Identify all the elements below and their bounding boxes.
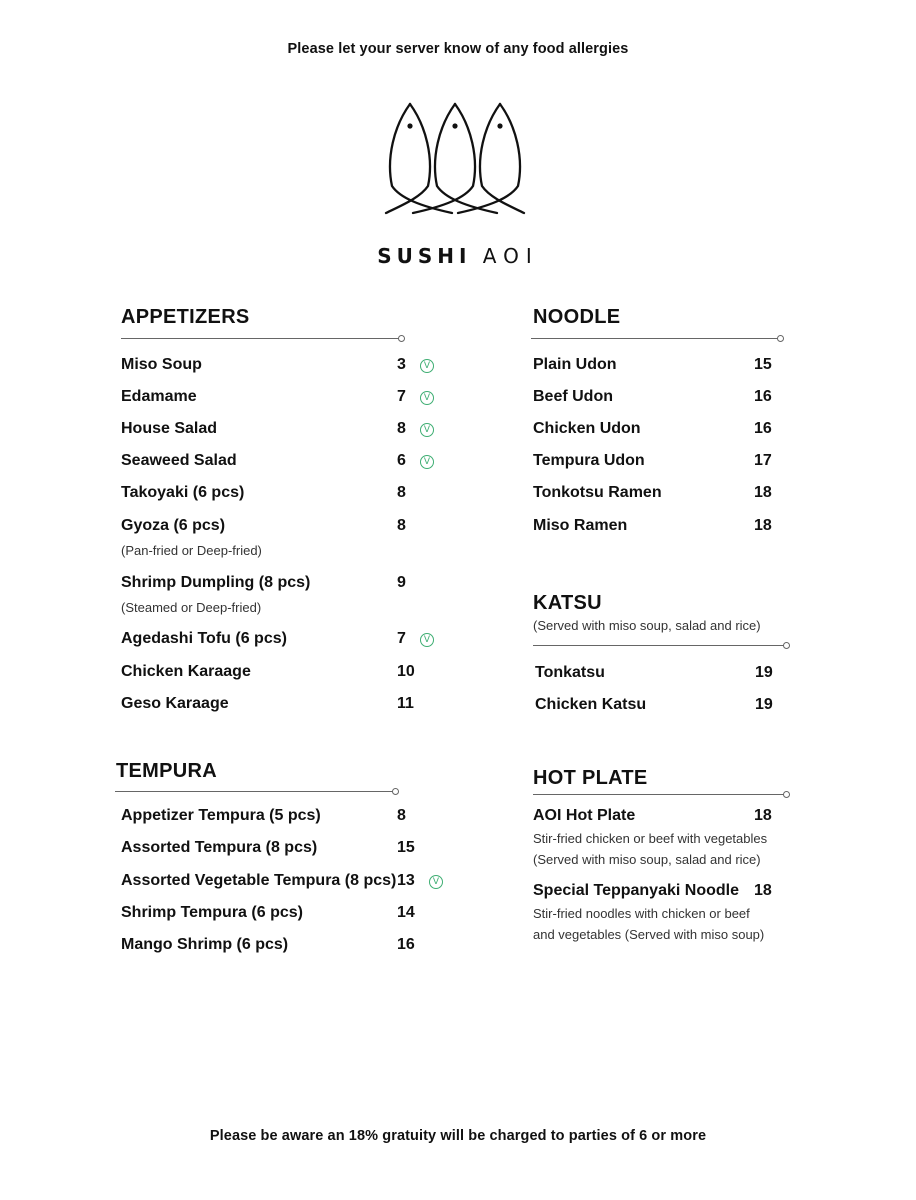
hot-plate-item-desc: (Served with miso soup, salad and rice) — [533, 852, 761, 867]
tempura-title: TEMPURA — [116, 760, 217, 782]
noodle-item-price: 16 — [754, 420, 772, 437]
appetizers-title: APPETIZERS — [121, 306, 250, 328]
tempura-item-price: 8 — [397, 807, 406, 824]
noodle-divider — [531, 338, 778, 339]
hot-plate-title: HOT PLATE — [533, 767, 648, 789]
appetizers-item-name: Chicken Karaage — [121, 663, 251, 680]
tempura-divider — [115, 791, 393, 792]
noodle-item-price: 18 — [754, 484, 772, 501]
tempura-item-price: 15 — [397, 839, 415, 856]
vegetarian-icon: V — [420, 391, 434, 405]
noodle-item-name: Plain Udon — [533, 356, 617, 373]
hot-plate-item-price: 18 — [754, 882, 772, 899]
vegetarian-icon: V — [420, 455, 434, 469]
hot-plate-item-name: Special Teppanyaki Noodle — [533, 882, 739, 899]
hot-plate-item-desc: Stir-fried chicken or beef with vegetables — [533, 831, 768, 846]
appetizers-item-price: 11 — [397, 695, 414, 712]
appetizers-item-price: 3 — [397, 356, 406, 373]
noodle-item-name: Tempura Udon — [533, 452, 645, 469]
noodle-title: NOODLE — [533, 306, 621, 328]
vegetarian-icon: V — [429, 875, 443, 889]
tempura-item-price: 16 — [397, 936, 415, 953]
appetizers-item-name: Seaweed Salad — [121, 452, 237, 469]
tempura-item-price: 14 — [397, 904, 415, 921]
noodle-item-name: Tonkotsu Ramen — [533, 484, 662, 501]
appetizers-item-name: Takoyaki (6 pcs) — [121, 484, 245, 501]
tempura-item-name: Assorted Vegetable Tempura (8 pcs) — [121, 872, 397, 889]
vegetarian-icon: V — [420, 633, 434, 647]
katsu-item-price: 19 — [755, 696, 773, 713]
noodle-item-price: 18 — [754, 517, 772, 534]
tempura-item-price: 13 — [397, 872, 415, 889]
tempura-item-name: Shrimp Tempura (6 pcs) — [121, 904, 303, 921]
appetizers-item-note: (Steamed or Deep-fried) — [121, 600, 262, 615]
hot-plate-item-price: 18 — [754, 807, 772, 824]
katsu-title: KATSU — [533, 592, 602, 614]
noodle-item-price: 17 — [754, 452, 772, 469]
noodle-item-price: 15 — [754, 356, 772, 373]
tempura-item-name: Appetizer Tempura (5 pcs) — [121, 807, 321, 824]
appetizers-divider — [121, 338, 399, 339]
appetizers-item-price: 8 — [397, 484, 406, 501]
katsu-item-name: Chicken Katsu — [535, 696, 647, 713]
appetizers-item-name: Edamame — [121, 388, 197, 405]
katsu-subtitle: (Served with miso soup, salad and rice) — [533, 618, 761, 633]
noodle-item-name: Miso Ramen — [533, 517, 628, 534]
vegetarian-icon: V — [420, 423, 434, 437]
hot-plate-divider — [533, 794, 784, 795]
hot-plate-item-desc: Stir-fried noodles with chicken or beef — [533, 906, 750, 921]
appetizers-item-note: (Pan-fried or Deep-fried) — [121, 543, 262, 558]
appetizers-item-price: 9 — [397, 574, 406, 591]
noodle-item-name: Beef Udon — [533, 388, 613, 405]
appetizers-item-price: 8 — [397, 420, 406, 437]
appetizers-item-name: Geso Karaage — [121, 695, 229, 712]
allergy-notice: Please let your server know of any food allergies — [287, 41, 629, 57]
brand-word-sushi: SUSHI — [377, 244, 472, 268]
appetizers-item-price: 7 — [397, 630, 406, 647]
katsu-item-price: 19 — [755, 664, 773, 681]
gratuity-notice: Please be aware an 18% gratuity will be charged to parties of 6 or more — [209, 1128, 707, 1144]
appetizers-item-price: 8 — [397, 517, 406, 534]
appetizers-item-price: 6 — [397, 452, 406, 469]
katsu-divider — [533, 645, 784, 646]
vegetarian-icon: V — [420, 359, 434, 373]
restaurant-name — [0, 244, 916, 268]
appetizers-item-price: 7 — [397, 388, 406, 405]
hot-plate-item-name: AOI Hot Plate — [533, 807, 636, 824]
hot-plate-item-desc: and vegetables (Served with miso soup) — [533, 927, 765, 942]
tempura-item-name: Assorted Tempura (8 pcs) — [121, 839, 318, 856]
brand-word-aoi: AOI — [482, 244, 539, 268]
appetizers-item-name: Agedashi Tofu (6 pcs) — [121, 630, 287, 647]
three-fish-logo-icon — [380, 98, 530, 218]
appetizers-item-name: Miso Soup — [121, 356, 202, 373]
appetizers-item-name: Shrimp Dumpling (8 pcs) — [121, 574, 311, 591]
noodle-item-name: Chicken Udon — [533, 420, 641, 437]
appetizers-item-name: Gyoza (6 pcs) — [121, 517, 226, 534]
appetizers-item-price: 10 — [397, 663, 415, 680]
katsu-item-name: Tonkatsu — [535, 664, 605, 681]
tempura-item-name: Mango Shrimp (6 pcs) — [121, 936, 289, 953]
noodle-item-price: 16 — [754, 388, 772, 405]
appetizers-item-name: House Salad — [121, 420, 218, 437]
